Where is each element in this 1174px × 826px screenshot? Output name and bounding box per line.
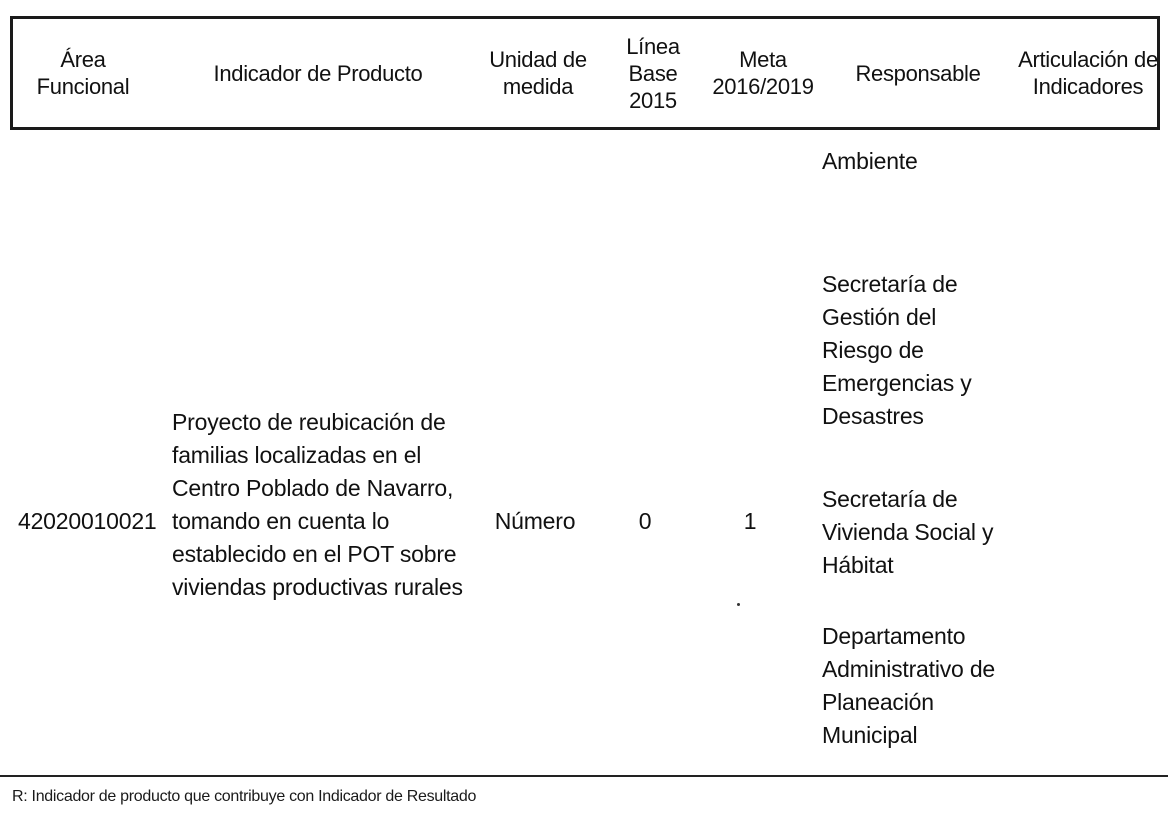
- header-line: Responsable: [855, 60, 981, 86]
- header-line: Línea: [626, 33, 680, 59]
- footnote: R: Indicador de producto que contribuye con Indicador de Resultado: [12, 788, 477, 805]
- responsable-line: Planeación: [822, 689, 934, 715]
- responsable-3: [822, 620, 1012, 752]
- responsable-line: Riesgo de: [822, 337, 924, 363]
- header-meta: [703, 19, 823, 127]
- responsable-line: Hábitat: [822, 552, 894, 578]
- responsable-line: Gestión del: [822, 304, 937, 330]
- stray-mark: [737, 603, 740, 606]
- responsable-line: Municipal: [822, 722, 918, 748]
- row-area-funcional: 42020010021: [18, 508, 157, 534]
- responsable-line: Secretaría de: [822, 271, 958, 297]
- responsable-line: Departamento: [822, 623, 966, 649]
- header-line: Articulación de: [1018, 47, 1158, 72]
- header-line: Indicadores: [1032, 74, 1144, 99]
- header-line: 2015: [629, 87, 677, 113]
- header-line: Área: [60, 47, 106, 72]
- responsable-line: Administrativo de: [822, 656, 996, 682]
- row-unidad: Número: [494, 508, 576, 534]
- bottom-rule: [0, 775, 1168, 777]
- responsable-line: Desastres: [822, 403, 924, 429]
- header-articulacion: [1013, 19, 1163, 127]
- responsable-line: Emergencias y: [822, 370, 972, 396]
- header-indicador-producto: [193, 19, 443, 127]
- indicador-line: tomando en cuenta lo: [172, 508, 390, 534]
- responsable-1: [822, 268, 1012, 433]
- header-responsable: [833, 19, 1003, 127]
- header-line: Meta: [739, 47, 787, 72]
- table-header: [10, 16, 1160, 130]
- responsable-line: Vivienda Social y: [822, 519, 994, 545]
- responsable-line: Secretaría de: [822, 486, 958, 512]
- row-linea-base: 0: [638, 508, 652, 534]
- header-line: Unidad de: [489, 47, 587, 72]
- header-line: Funcional: [36, 74, 130, 99]
- header-line: 2016/2019: [712, 74, 814, 99]
- responsable-continuation: Ambiente: [822, 148, 918, 174]
- row-indicador-producto: [172, 406, 472, 604]
- header-line: Base: [628, 60, 678, 86]
- indicador-line: establecido en el POT sobre: [172, 541, 457, 567]
- row-meta: 1: [743, 508, 757, 534]
- indicador-line: Proyecto de reubicación de: [172, 409, 446, 435]
- indicador-line: viviendas productivas rurales: [172, 574, 463, 600]
- header-linea-base: [613, 19, 693, 127]
- responsable-2: [822, 483, 1012, 582]
- header-line: medida: [502, 74, 574, 99]
- header-line: Indicador de Producto: [213, 60, 423, 86]
- indicador-line: familias localizadas en el: [172, 442, 422, 468]
- header-area-funcional: [33, 19, 133, 127]
- indicador-line: Centro Poblado de Navarro,: [172, 475, 454, 501]
- header-unidad-medida: [483, 19, 593, 127]
